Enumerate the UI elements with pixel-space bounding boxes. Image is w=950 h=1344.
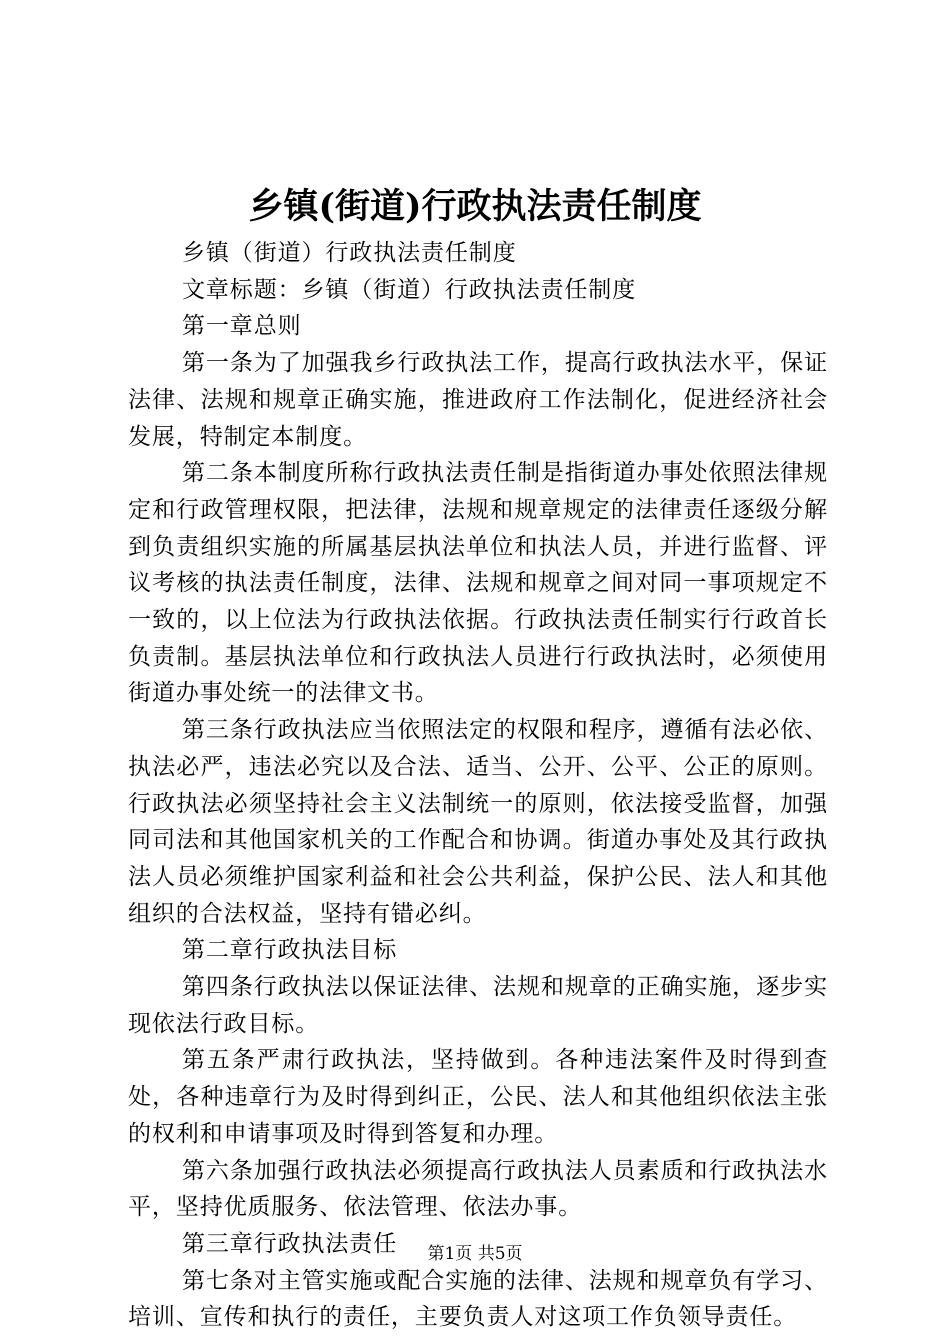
document-title: 乡镇(街道)行政执法责任制度: [248, 186, 702, 227]
chapter-heading: 第二章行政执法目标: [182, 937, 398, 964]
article-paragraph: 第五条严肃行政执法，坚持做到。各种违法案件及时得到查处，各种违章行为及时得到纠正，公民、法人和其他组织依法主张的权利和申请事项及时得到答复和办理。: [128, 1047, 828, 1147]
document-body: [128, 235, 828, 1336]
paragraph: 乡镇（街道）行政执法责任制度: [182, 240, 517, 266]
chapter-heading: 第一章总则: [182, 313, 302, 340]
chapter-heading: 第三章行政执法责任: [182, 1230, 398, 1257]
article-paragraph: 第六条加强行政执法必须提高行政执法人员素质和行政执法水平，坚持优质服务、依法管理、依法办事。: [128, 1157, 828, 1221]
paragraph: 文章标题：乡镇（街道）行政执法责任制度: [182, 276, 637, 303]
article-paragraph: 第三条行政执法应当依照法定的权限和程序，遵循有法必依、执法必严，违法必究以及合法、适当、公开、公平、公正的原则。行政执法必须坚持社会主义法制统一的原则，依法接受监督，加强同司法和其他国家机关的工作配合和协调。街道办事处及其行政执法人员必须维护国家利益和社会公共利益，保护公民、法人和其他组织的合法权益，坚持有错必纠。: [128, 717, 828, 927]
article-paragraph: 第一条为了加强我乡行政执法工作，提高行政执法水平，保证法律、法规和规章正确实施，推进政府工作法制化，促进经济社会发展，特制定本制度。: [128, 350, 828, 450]
article-paragraph: 第四条行政执法以保证法律、法规和规章的正确实施，逐步实现依法行政目标。: [128, 974, 828, 1037]
article-paragraph: 第二条本制度所称行政执法责任制是指街道办事处依照法律规定和行政管理权限，把法律，法规和规章规定的法律责任逐级分解到负责组织实施的所属基层执法单位和执法人员，并进行监督、评议考核的执法责任制度，法律、法规和规章之间对同一事项规定不一致的，以上位法为行政执法依据。行政执法责任制实行行政首长负责制。基层执法单位和行政执法人员进行行政执法时，必须使用街道办事处统一的法律文书。: [128, 460, 828, 707]
page-footer: 第1页 共5页: [427, 1244, 523, 1264]
article-paragraph: 第七条对主管实施或配合实施的法律、法规和规章负有学习、培训、宣传和执行的责任，主要负责人对这项工作负领导责任。: [128, 1267, 828, 1331]
